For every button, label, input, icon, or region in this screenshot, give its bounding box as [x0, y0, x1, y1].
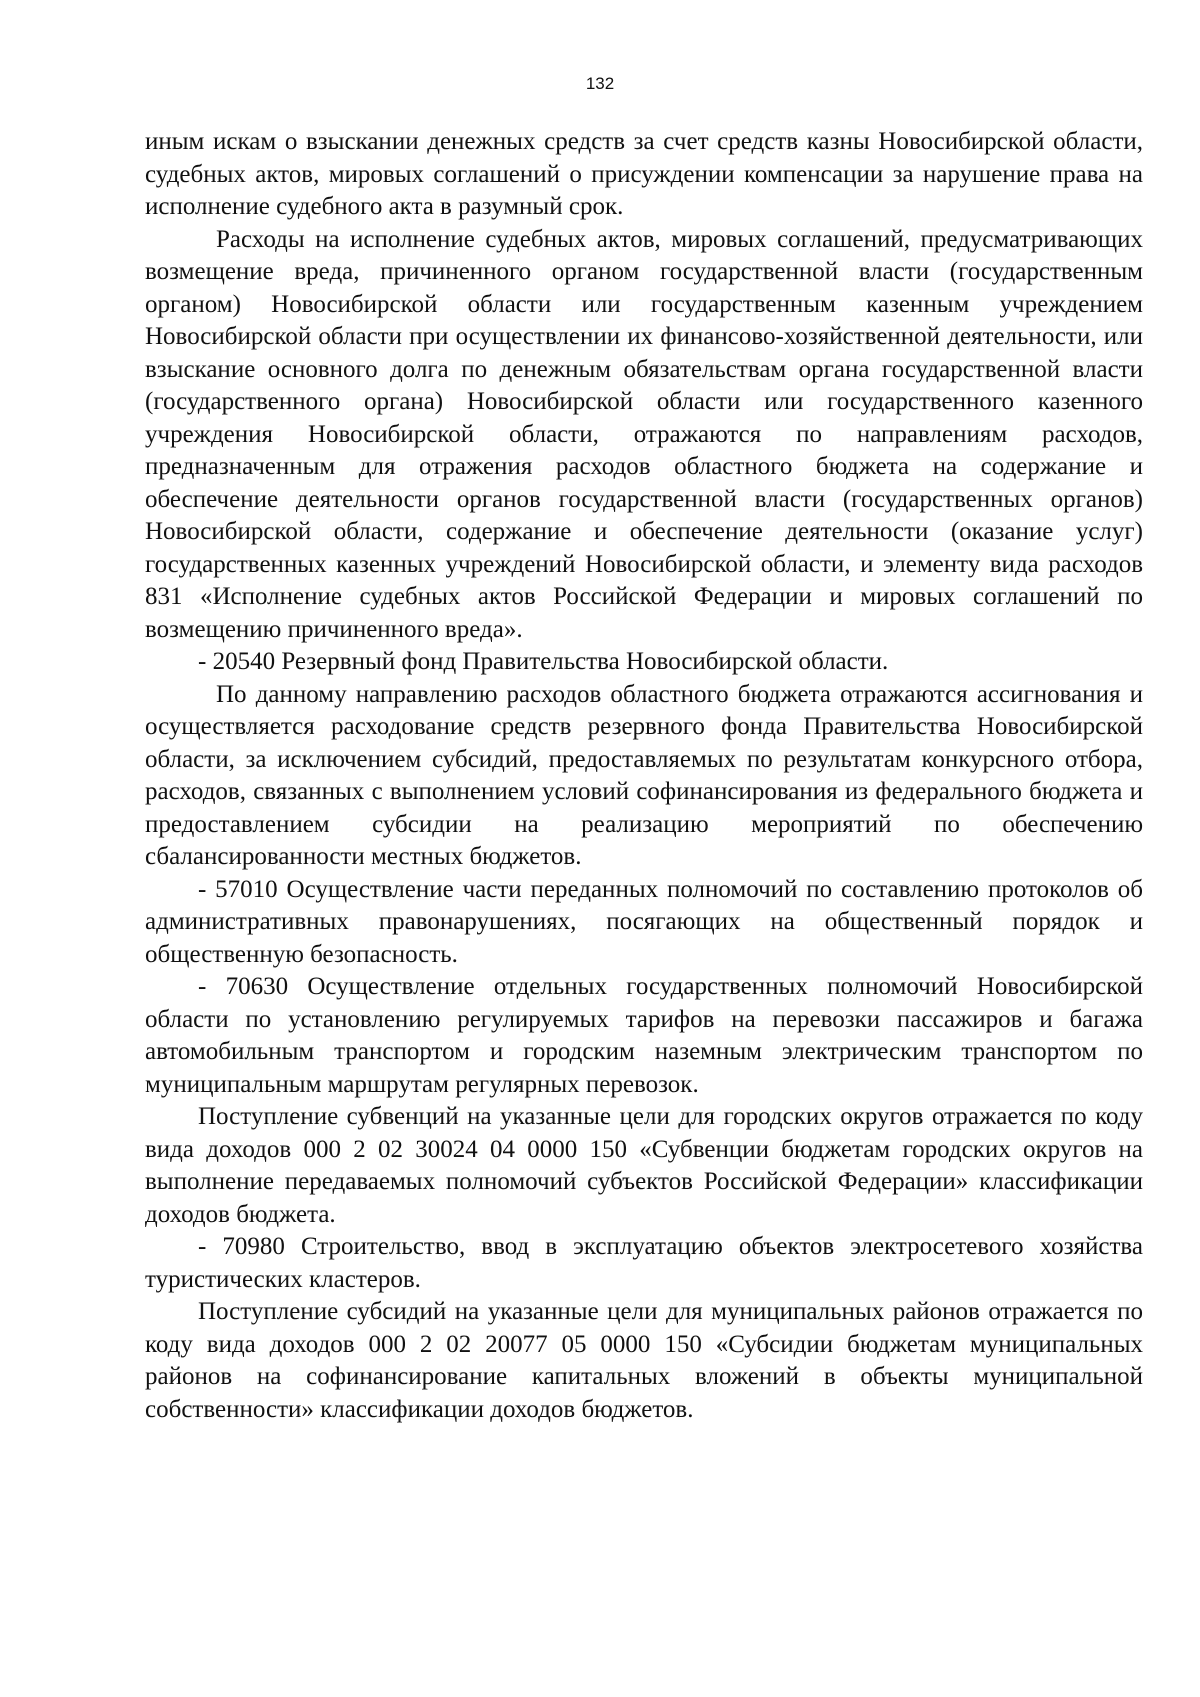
paragraph-subsidies: Поступление субсидий на указанные цели для муниципальных районов отражается по коду вида доходов 000 2 02 20077 05 0000 150 «Субсидии бюджетам муниципальных районов на софинансирование капитальных вложений в объекты муниципальной собственности» классификации доходов бюджетов.	[145, 1298, 1143, 1423]
paragraph-item-20540: - 20540 Резервный фонд Правительства Новосибирской области.	[198, 648, 889, 675]
paragraph-item-70630: - 70630 Осуществление отдельных государственных полномочий Новосибирской области по установлению регулируемых тарифов на перевозки пассажиров и багажа автомобильным транспортом и городским наземным электрическим транспортом по муниципальным маршрутам регулярных перевозок.	[145, 973, 1143, 1098]
document-body	[145, 126, 1143, 1426]
paragraph-item-70980: - 70980 Строительство, ввод в эксплуатацию объектов электросетевого хозяйства туристических кластеров.	[145, 1233, 1143, 1293]
paragraph-subventions: Поступление субвенций на указанные цели для городских округов отражается по коду вида доходов 000 2 02 30024 04 0000 150 «Субвенции бюджетам городских округов на выполнение передаваемых полномочий субъектов Российской Федерации» классификации доходов бюджета.	[145, 1103, 1143, 1228]
page-number: 132	[585, 74, 615, 93]
paragraph-item-57010: - 57010 Осуществление части переданных полномочий по составлению протоколов об административных правонарушениях, посягающих на общественный порядок и общественную безопасность.	[145, 875, 1143, 968]
paragraph-court-expenses: Расходы на исполнение судебных актов, мировых соглашений, предусматривающих возмещение вреда, причиненного органом государственной власти (государственным органом) Новосибирской области или государственным казенным учреждением Новосибирской области при осуществлении их финансово-хозяйственной деятельности, или взыскание основного долга по денежным обязательствам органа государственной власти (государственного органа) Новосибирской области или государственного казенного учреждения Новосибирской области, отражаются по направлениям расходов, предназначенным для отражения расходов областного бюджета на содержание и обеспечение деятельности органов государственной власти (государственных органов) Новосибирской области, содержание и обеспечение деятельности (оказание услуг) государственных казенных учреждений Новосибирской области, и элементу вида расходов 831 «Исполнение судебных актов Российской Федерации и мировых соглашений по возмещению причиненного вреда».	[145, 225, 1143, 643]
paragraph-reserve-fund: По данному направлению расходов областного бюджета отражаются ассигнования и осуществляется расходование средств резервного фонда Правительства Новосибирской области, за исключением субсидий, предоставляемых по результатам конкурсного отбора, расходов, связанных с выполнением условий софинансирования из федерального бюджета и предоставлением субсидии на реализацию мероприятий по обеспечению сбалансированности местных бюджетов.	[145, 680, 1143, 870]
paragraph-continuation: иным искам о взыскании денежных средств за счет средств казны Новосибирской области, судебных актов, мировых соглашений о присуждении компенсации за нарушение права на исполнение судебного акта в разумный срок.	[145, 128, 1143, 220]
